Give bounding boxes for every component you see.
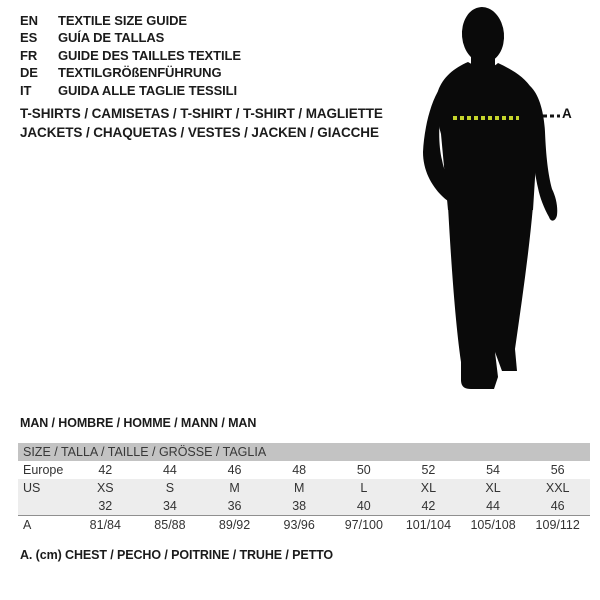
table-cell: 101/104	[405, 518, 452, 532]
table-cell: 52	[421, 463, 436, 477]
row-label: US	[23, 481, 41, 495]
table-cell: 50	[356, 463, 371, 477]
table-cell: 81/84	[89, 518, 121, 532]
language-code: DE	[20, 65, 38, 81]
language-code: ES	[20, 30, 38, 46]
man-silhouette-figure	[405, 0, 600, 400]
language-label: TEXTILE SIZE GUIDE	[58, 13, 187, 28]
table-cell: 93/96	[283, 518, 315, 532]
table-row-chest-cm	[18, 515, 590, 534]
language-code: EN	[20, 13, 38, 28]
table-cell: M	[229, 481, 240, 495]
table-cell: 85/88	[154, 518, 186, 532]
table-cell: 48	[292, 463, 307, 477]
table-cell: 34	[162, 499, 177, 513]
row-label: Europe	[23, 463, 64, 477]
table-cell: L	[360, 481, 368, 495]
language-row-en	[20, 12, 241, 29]
man-silhouette-graphic	[405, 0, 600, 400]
table-cell: 89/92	[218, 518, 251, 532]
row-label	[18, 497, 73, 515]
language-code: IT	[20, 82, 32, 98]
table-cell: 46	[227, 463, 242, 477]
language-label: TEXTILGRÖßENFÜHRUNG	[58, 65, 222, 81]
table-row-europe	[18, 461, 590, 479]
product-category-lines	[20, 105, 383, 142]
table-cell: 46	[550, 499, 565, 513]
table-cell: M	[293, 481, 305, 495]
table-cell: XXL	[545, 481, 570, 495]
language-label: GUIDA ALLE TAGLIE TESSILI	[58, 82, 238, 98]
table-cell: 42	[98, 463, 113, 477]
table-cell: 44	[486, 499, 501, 513]
table-cell: 44	[162, 463, 177, 477]
table-cell: 54	[486, 463, 501, 477]
size-table-header: SIZE / TALLA / TAILLE / GRÖSSE / TAGLIA	[18, 443, 590, 461]
table-cell: 38	[292, 499, 307, 513]
measurement-caption: A. (cm) CHEST / PECHO / POITRINE / TRUHE / PETTO	[20, 548, 334, 562]
language-row-de	[20, 64, 241, 81]
table-cell: 42	[421, 499, 436, 513]
language-label: GUÍA DE TALLAS	[58, 30, 165, 46]
table-cell: 56	[550, 463, 565, 477]
language-row-it	[20, 82, 241, 99]
table-cell: 32	[98, 499, 113, 513]
language-code: FR	[20, 47, 38, 63]
language-label: GUIDE DES TAILLES TEXTILE	[58, 47, 241, 63]
table-cell: XL	[485, 481, 501, 495]
table-cell: 36	[227, 499, 242, 513]
table-cell: 109/112	[535, 518, 580, 532]
measure-point-a-label: A	[562, 106, 572, 121]
table-row-us	[18, 479, 590, 497]
table-cell: S	[165, 481, 175, 495]
table-cell: XL	[420, 481, 437, 495]
product-line-tshirts: T-SHIRTS / CAMISETAS / T-SHIRT / T-SHIRT / MAGLIETTE	[20, 106, 383, 121]
table-cell: XS	[96, 481, 114, 495]
language-row-fr	[20, 47, 241, 64]
product-line-jackets: JACKETS / CHAQUETAS / VESTES / JACKEN / GIACCHE	[20, 124, 379, 140]
table-cell: 97/100	[344, 518, 383, 532]
language-row-es	[20, 29, 241, 46]
language-list	[20, 12, 241, 99]
table-cell: 40	[356, 499, 371, 513]
table-row-us-numeric	[18, 497, 590, 515]
row-label: A	[23, 518, 32, 532]
section-title-man: MAN / HOMBRE / HOMME / MANN / MAN	[20, 416, 257, 430]
size-table	[18, 443, 590, 534]
table-cell: 105/108	[470, 518, 516, 532]
